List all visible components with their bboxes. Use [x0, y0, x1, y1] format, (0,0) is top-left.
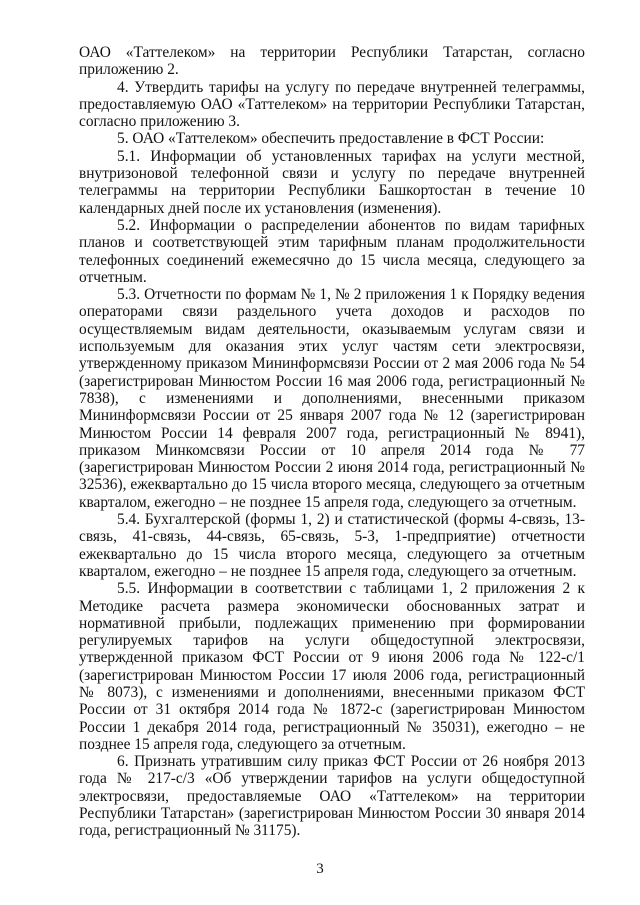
paragraph-5-2: 5.2. Информации о распределении абонентов по видам тарифных планов и соответствующей этим тарифным планам продолжительности телефонных соединений ежемесячно до 15 числа месяца, следующего за отчетным.	[79, 216, 585, 286]
document-body	[79, 44, 585, 840]
paragraph-4: 4. Утвердить тарифы на услугу по передаче внутренней телеграммы, предоставляемую ОАО «Таттелеком» на территории Республики Татарстан, согласно приложению 3.	[79, 78, 585, 131]
paragraph-5: 5. ОАО «Таттелеком» обеспечить предоставление в ФСТ России:	[117, 130, 545, 148]
paragraph-5-5: 5.5. Информации в соответствии с таблицами 1, 2 приложения 2 к Методике расчета размера экономически обоснованных затрат и нормативной прибыли, подлежащих применению при формировании регулируемых тарифов на услуги общедоступной электросвязи, утвержденной приказом ФСТ России от 9 июня 2006 года № 122-с/1 (зарегистрирован Минюстом России 17 июля 2006 года, регистрационный № 8073), с изменениями и дополнениями, внесенными приказом ФСТ России от 31 октября 2014 года № 1872-с (зарегистрирован Минюстом России 1 декабря 2014 года, регистрационный № 35031), ежегодно – не позднее 15 апреля года, следующего за отчетным.	[79, 580, 585, 753]
page-number: 3	[316, 861, 324, 877]
paragraph-continuation: ОАО «Таттелеком» на территории Республики Татарстан, согласно приложению 2.	[79, 44, 585, 79]
paragraph-5-3: 5.3. Отчетности по формам № 1, № 2 приложения 1 к Порядку ведения операторами связи раздельного учета доходов и расходов по осуществляемым видам деятельности, оказываемым услугам связи и используемым для оказания этих услуг частям сети электросвязи, утвержденному приказом Мининформсвязи России от 2 мая 2006 года № 54 (зарегистрирован Минюстом России 16 мая 2006 года, регистрационный № 7838), с изменениями и дополнениями, внесенными приказом Мининформсвязи России от 25 января 2007 года № 12 (зарегистрирован Минюстом России 14 февраля 2007 года, регистрационный № 8941), приказом Минкомсвязи России от 10 апреля 2014 года № 77 (зарегистрирован Минюстом России 2 июня 2014 года, регистрационный № 32536), ежеквартально до 15 числа второго месяца, следующего за отчетным кварталом, ежегодно – не позднее 15 апреля года, следующего за отчетным.	[79, 286, 585, 511]
paragraph-5-4: 5.4. Бухгалтерской (формы 1, 2) и статистической (формы 4-связь, 13-связь, 41-связь, 44-связь, 65-связь, 5-З, 1-предприятие) отчетности ежеквартально до 15 числа второго месяца, следующего за отчетным кварталом, ежегодно – не позднее 15 апреля года, следующего за отчетным.	[79, 511, 585, 580]
paragraph-5-1: 5.1. Информации об установленных тарифах на услуги местной, внутризоновой телефонной связи и услугу по передаче внутренней телеграммы на территории Республики Башкортостан в течение 10 календарных дней после их установления (изменения).	[79, 147, 585, 217]
paragraph-6: 6. Признать утратившим силу приказ ФСТ России от 26 ноября 2013 года № 217-с/3 «Об утверждении тарифов на услуги общедоступной электросвязи, предоставляемые ОАО «Таттелеком» на территории Республики Татарстан» (зарегистрирован Минюстом России 30 января 2014 года, регистрационный № 31175).	[79, 753, 585, 840]
